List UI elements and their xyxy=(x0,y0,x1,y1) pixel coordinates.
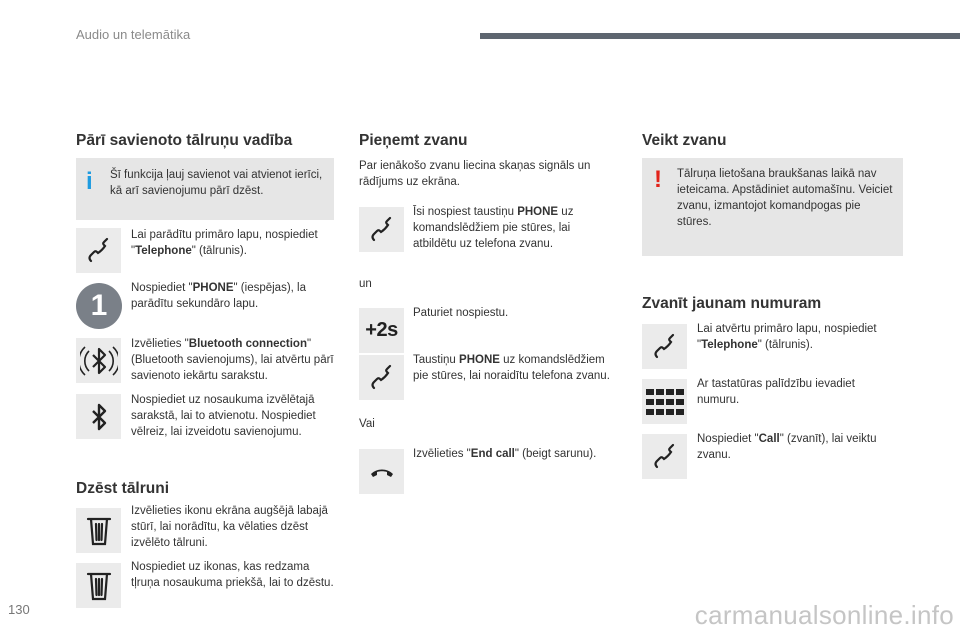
trash-icon-box-1 xyxy=(76,508,121,553)
step-3-text: Izvēlieties "Bluetooth connection" (Bluetooth savienojums), lai atvērtu pārī savienoto iekārtu sarakstu. xyxy=(131,338,334,382)
header-bar xyxy=(480,33,960,39)
running-header: Audio un telemātika xyxy=(76,27,191,42)
new-step-3-text: Nospiediet "Call" (zvanīt), lai veiktu zvanu. xyxy=(697,433,877,461)
trash-icon xyxy=(84,515,114,547)
phone-handset-icon xyxy=(368,364,396,392)
new-step-2-text: Ar tastatūras palīdzību ievadiet numuru. xyxy=(697,378,855,406)
section-title-delete-phone: Dzēst tālruni xyxy=(76,480,170,497)
step-4-text: Nospiediet uz nosaukuma izvēlētajā sarakstā, lai to atvienotu. Nospiediet vēlreiz, lai izveidotu savienojumu. xyxy=(131,394,316,438)
phone-icon-box xyxy=(76,228,121,273)
keypad-icon-box xyxy=(642,379,687,424)
watermark: carmanualsonline.info xyxy=(694,600,954,630)
section-title-new-number: Zvanīt jaunam numuram xyxy=(642,295,822,312)
section-title-answer-call: Pieņemt zvanu xyxy=(359,132,468,149)
reject-step-text: Taustiņu PHONE uz komandslēdžiem pie stūres, lai noraidītu telefona zvanu. xyxy=(413,354,610,382)
step-1-text: Lai parādītu primāro lapu, nospiediet "Telephone" (tālrunis). xyxy=(131,229,318,257)
phone-handset-icon xyxy=(651,333,679,361)
bluetooth-connection-icon-box xyxy=(76,338,121,383)
warning-note-text: Tālruņa lietošana braukšanas laikā nav ieteicama. Apstādiniet automašīnu. Veiciet zvanu, izmantojot komandpogas pie stūres. xyxy=(677,168,893,228)
hold-2s-icon: +2s xyxy=(365,319,398,341)
new-step-1-text: Lai atvērtu primāro lapu, nospiediet "Telephone" (tālrunis). xyxy=(697,323,877,351)
phone-icon-box-new xyxy=(642,324,687,369)
answer-call-intro: Par ienākošo zvanu liecina skaņas signāls un rādījums uz ekrāna. xyxy=(359,160,591,188)
page-number: 130 xyxy=(8,602,30,617)
info-note-text: Šī funkcija ļauj savienot vai atvienot ierīci, kā arī savienojumu pārī dzēst. xyxy=(110,169,323,197)
phone-handset-icon xyxy=(368,216,396,244)
delete-step-2-text: Nospiediet uz ikonas, kas redzama tļruņa nosaukuma priekšā, lai to dzēstu. xyxy=(131,561,334,589)
section-title-make-call: Veikt zvanu xyxy=(642,132,727,149)
phone-handset-icon xyxy=(85,237,113,265)
or-label: Vai xyxy=(359,418,375,430)
warning-icon: ! xyxy=(654,166,662,193)
answer-step-2-text: Paturiet nospiestu. xyxy=(413,307,509,319)
info-note xyxy=(76,158,334,220)
step-2-text: Nospiediet "PHONE" (iespējas), la parādītu sekundāro lapu. xyxy=(131,282,307,310)
warning-note xyxy=(642,158,903,256)
end-call-step-text: Izvēlieties "End call" (beigt sarunu). xyxy=(413,448,597,460)
phone-icon-box-reject xyxy=(359,355,404,400)
bluetooth-icon xyxy=(85,402,113,432)
step-number-badge: 1 xyxy=(76,283,122,329)
trash-icon xyxy=(84,570,114,602)
delete-step-1-text: Izvēlieties ikonu ekrāna augšējā labajā stūrī, lai norādītu, ka vēlaties dzēst izvēlēto tālruni. xyxy=(131,505,328,549)
phone-handset-icon xyxy=(651,443,679,471)
trash-icon-box-2 xyxy=(76,563,121,608)
phone-icon-box-answer xyxy=(359,207,404,252)
answer-step-1-text: Īsi nospiest taustiņu PHONE uz komandslēdžiem pie stūres, lai atbildētu uz telefona zvanu. xyxy=(413,206,574,250)
bluetooth-connection-icon xyxy=(80,342,118,380)
info-icon: i xyxy=(86,168,93,195)
bluetooth-icon-box xyxy=(76,394,121,439)
phone-icon-box-call xyxy=(642,434,687,479)
hold-2s-icon-box xyxy=(359,308,404,353)
section-title-paired-phones: Pārī savienoto tālruņu vadība xyxy=(76,132,293,149)
end-call-icon-box xyxy=(359,449,404,494)
or-and-label: un xyxy=(359,278,372,290)
keypad-icon xyxy=(646,389,684,415)
end-call-icon xyxy=(368,462,396,482)
